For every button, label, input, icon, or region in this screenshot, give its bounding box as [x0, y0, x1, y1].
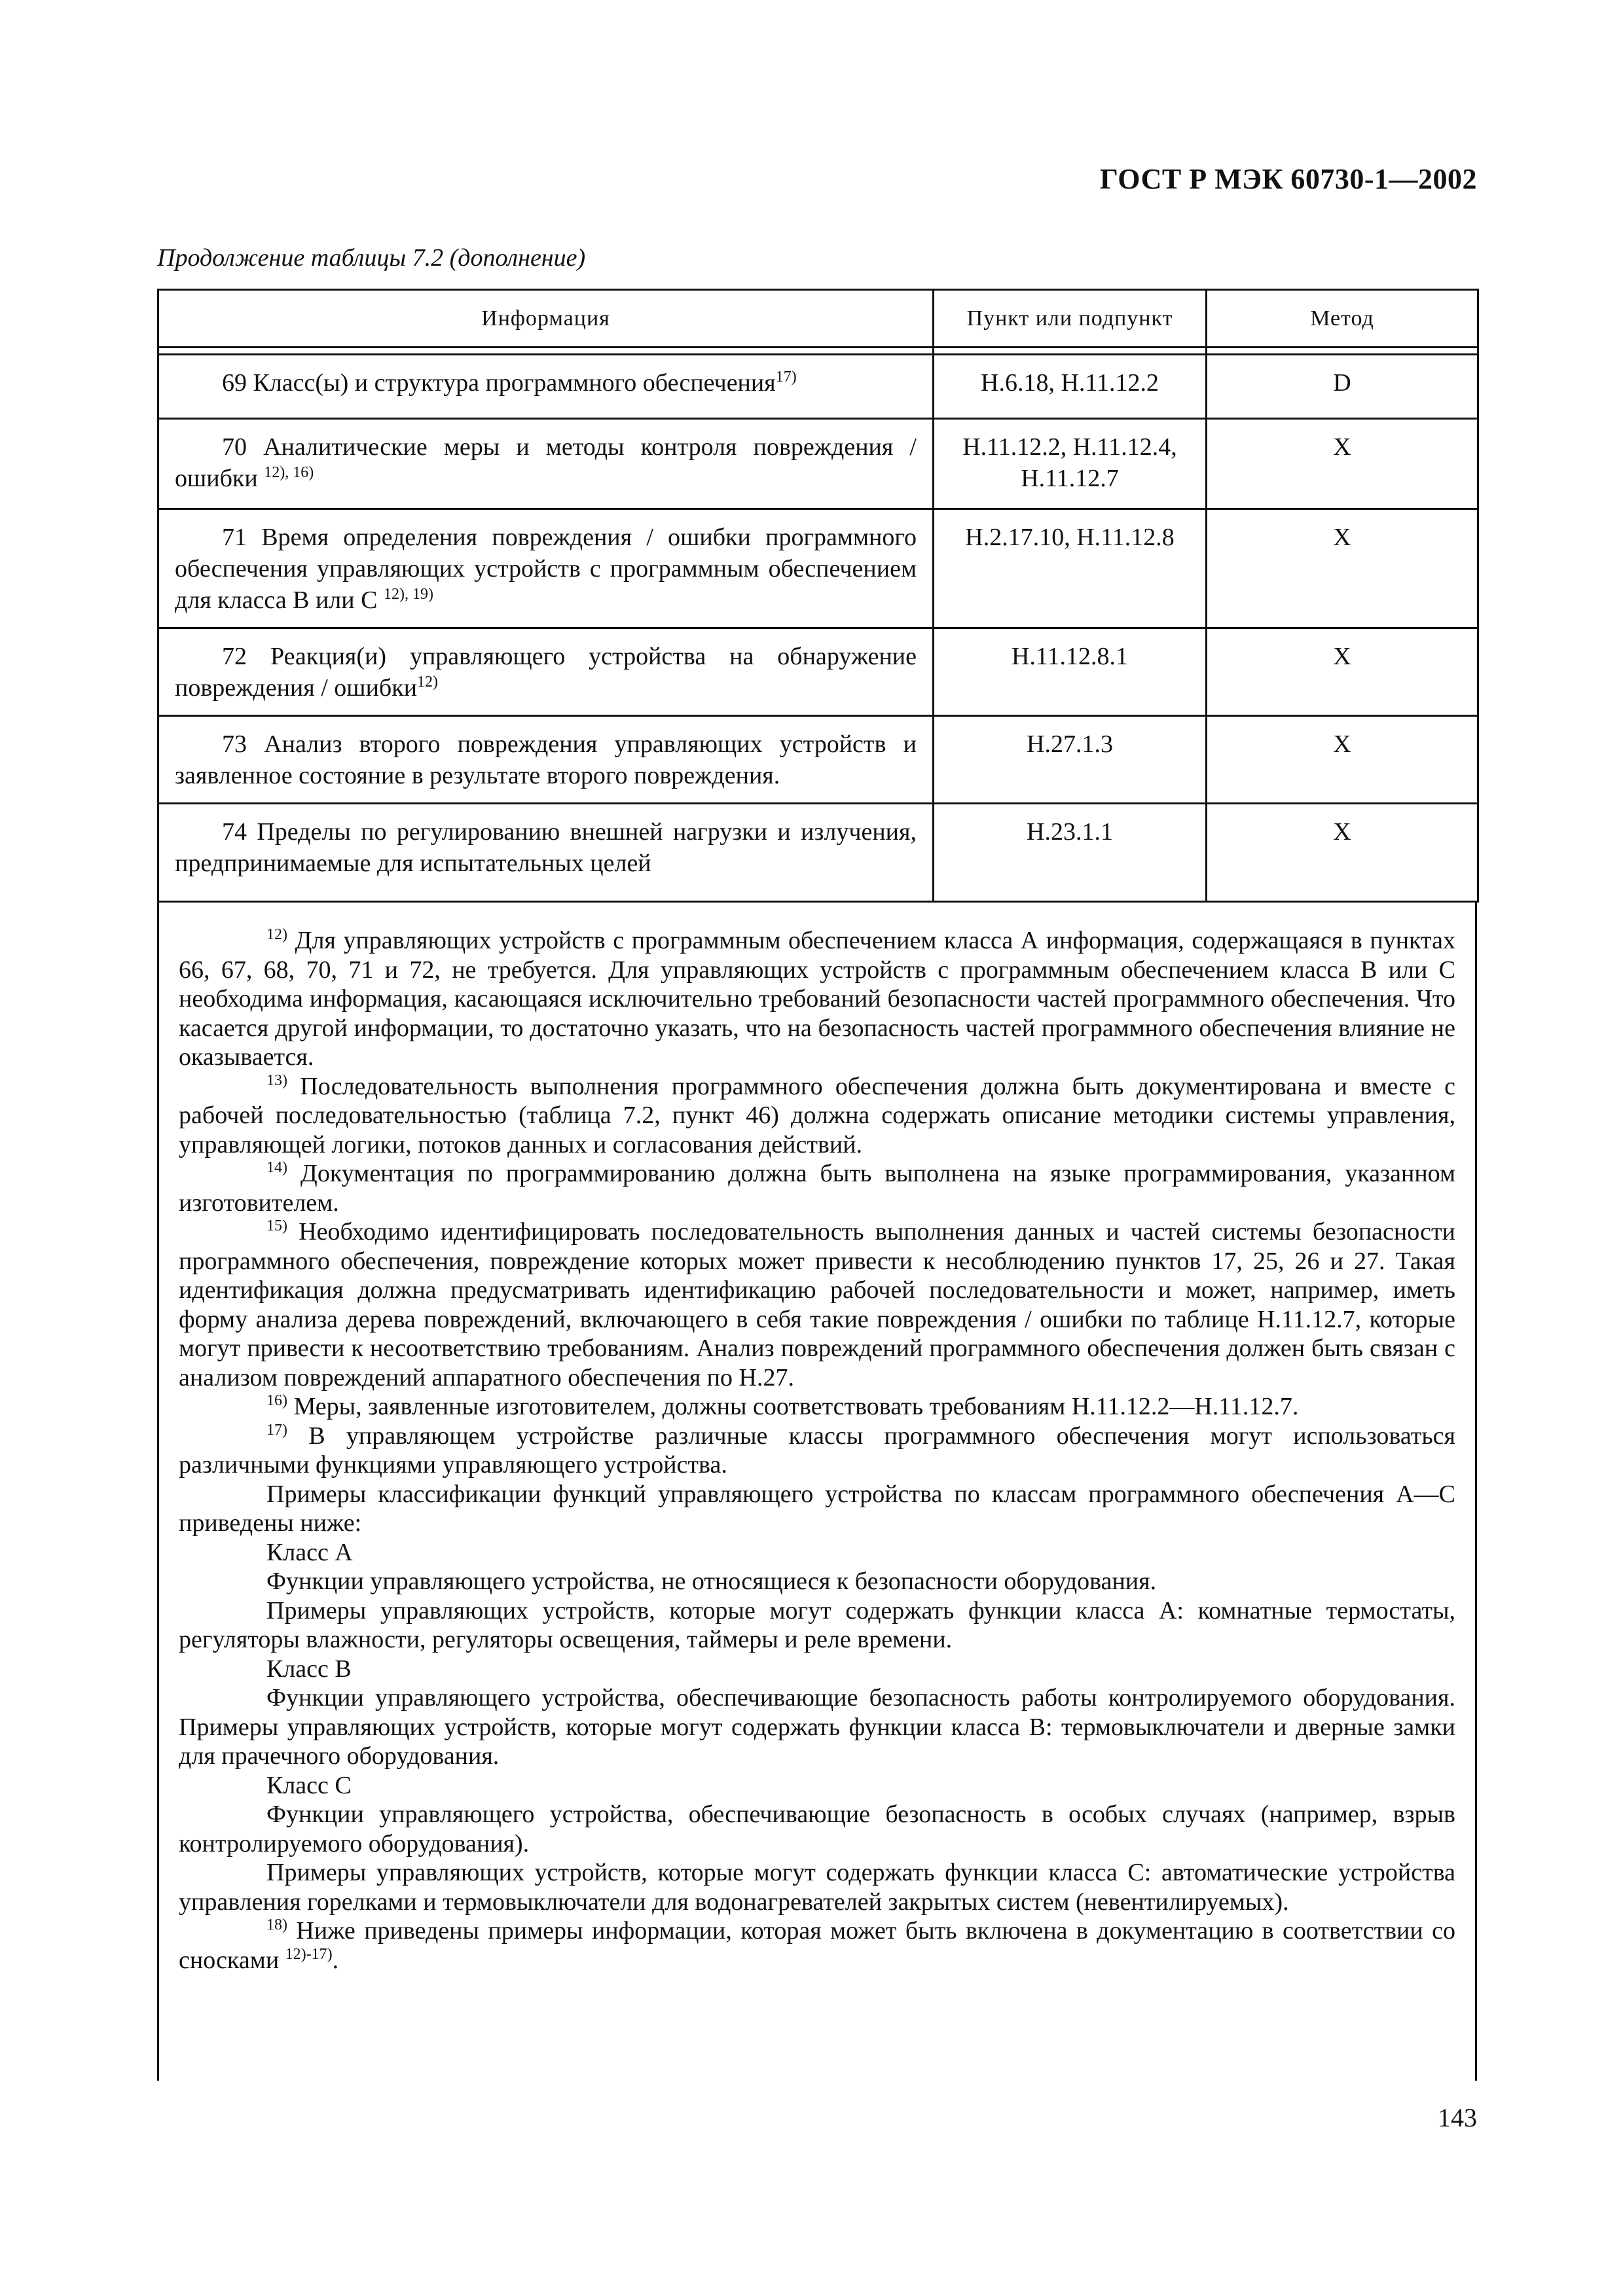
footnote-12: $^{12)}$ Для управляющих устройств с программным обеспечением класса А информация, содержащаяся в пунктах 66, 67, 68, 70, 71 и 72, не требуется. Для управляющих устройств с программным обеспечением класса В или С необходима информация, касающаяся исключительно требований безопасности частей программного обеспечения. Что касается другой информации, то достаточно указать, что на безопасность частей программного обеспечения влияние не оказывается.: [179, 926, 1455, 1071]
footnote-15: $^{15)}$ Необходимо идентифицировать последовательность выполнения данных и частей системы безопасности программного обеспечения, повреждение которых может привести к несоблюдению пунктов 17, 25, 26 и 27. Такая идентификация должна предусматривать идентификацию рабочей последовательности и может, например, иметь форму анализа дерева повреждений, включающего в себя такие повреждения / ошибки по таблице H.11.12.7, которые могут привести к несоответствию требованиям. Анализ повреждений программного обеспечения должен быть связан с анализом повреждений аппаратного обеспечения по H.27.: [179, 1217, 1455, 1391]
row-method: X: [1207, 804, 1478, 902]
footnote-ref: 12), 19): [383, 586, 433, 603]
row-method: X: [1207, 509, 1478, 628]
column-header-clause: Пункт или подпункт: [934, 290, 1207, 348]
footnote-mark: 14): [266, 1159, 287, 1176]
table-row: [158, 355, 1478, 419]
footnote-16: $^{16)}$ Меры, заявленные изготовителем, должны соответствовать требованиям H.11.12.2—H.11.12.7.: [266, 1392, 1299, 1420]
class-a-heading: Класс А: [266, 1538, 353, 1566]
row-info: 69 Класс(ы) и структура программного обеспечения$^{17)}$: [158, 355, 934, 419]
class-a-examples: Примеры управляющих устройств, которые могут содержать функции класса А: комнатные термостаты, регуляторы влажности, регуляторы освещения, таймеры и реле времени.: [179, 1596, 1455, 1653]
table-row: [158, 628, 1478, 716]
table-header-row: [158, 290, 1478, 348]
requirements-table: [157, 289, 1479, 903]
row-info: 71 Время определения повреждения / ошибки программного обеспечения управляющих устройств с программным обеспечением для класса В или С $^{12), 19)}$: [158, 509, 934, 628]
class-b-heading: Класс В: [266, 1655, 352, 1683]
footnote-mark: 12): [266, 926, 287, 943]
row-method: X: [1207, 419, 1478, 509]
row-info: 72 Реакция(и) управляющего устройства на обнаружение повреждения / ошибки$^{12)}$: [158, 628, 934, 716]
footnote-ref: 12): [417, 673, 439, 691]
row-clause: H.27.1.3: [934, 716, 1207, 804]
footnote-17: $^{17)}$ В управляющем устройстве различные классы программного обеспечения могут использоваться различными функциями управляющего устройства.: [179, 1421, 1455, 1479]
table-caption: Продолжение таблицы 7.2 (дополнение): [157, 244, 586, 272]
row-clause: H.6.18, H.11.12.2: [934, 355, 1207, 419]
footnote-13: $^{13)}$ Последовательность выполнения программного обеспечения должна быть документирована и вместе с рабочей последовательностью (таблица 7.2, пункт 46) должна содержать описание методики системы управления, управляющей логики, потоков данных и согласования действий.: [179, 1071, 1455, 1158]
column-header-info: Информация: [158, 290, 934, 348]
row-method: X: [1207, 628, 1478, 716]
class-a-definition: Функции управляющего устройства, не относящиеся к безопасности оборудования.: [266, 1568, 1157, 1595]
row-info: 70 Аналитические меры и методы контроля повреждения / ошибки $^{12), 16)}$: [158, 419, 934, 509]
footnote-mark: 16): [266, 1392, 287, 1409]
column-header-method: Метод: [1207, 290, 1478, 348]
row-clause: H.11.12.8.1: [934, 628, 1207, 716]
footnote-ref: 17): [775, 368, 797, 386]
examples-intro: Примеры классификации функций управляющего устройства по классам программного обеспечения А—С приведены ниже:: [179, 1480, 1455, 1537]
row-clause: H.2.17.10, H.11.12.8: [934, 509, 1207, 628]
footnote-ref: 12), 16): [264, 464, 314, 481]
class-c-examples: Примеры управляющих устройств, которые могут содержать функции класса С: автоматические устройства управления горелками и термовыключатели для водонагревателей закрытых систем (невентилируемых).: [179, 1859, 1455, 1916]
table-row: [158, 419, 1478, 509]
class-b-definition: Функции управляющего устройства, обеспечивающие безопасность работы контролируемого оборудования. Примеры управляющих устройств, которые могут содержать функции класса В: термовыключатели и дверные замки для прачечного оборудования.: [179, 1684, 1455, 1770]
standard-designation: ГОСТ Р МЭК 60730-1—2002: [1099, 163, 1477, 195]
footnote-14: $^{14)}$ Документация по программированию должна быть выполнена на языке программирования, указанном изготовителем.: [179, 1159, 1455, 1217]
class-c-definition: Функции управляющего устройства, обеспечивающие безопасность в особых случаях (например, взрыв контролируемого оборудования).: [179, 1801, 1455, 1857]
footnote-mark: 15): [266, 1217, 287, 1234]
table-spacer-row: [158, 348, 1478, 355]
footnote-mark: 18): [266, 1916, 287, 1933]
footnote-18: $^{18)}$ Ниже приведены примеры информации, которая может быть включена в документацию в соответствии со сносками $^{12)-17)}$.: [179, 1916, 1455, 1974]
footnotes-block: [157, 903, 1477, 2081]
table-row: [158, 804, 1478, 902]
table-row: [158, 716, 1478, 804]
row-method: D: [1207, 355, 1478, 419]
class-c-heading: Класс С: [266, 1771, 352, 1799]
row-info: 74 Пределы по регулированию внешней нагрузки и излучения, предпринимаемые для испытательных целей: [158, 804, 934, 902]
row-method: X: [1207, 716, 1478, 804]
footnote-mark: 17): [266, 1421, 287, 1439]
footnote-ref: 12)-17): [285, 1945, 333, 1963]
table-row: [158, 509, 1478, 628]
row-clause: H.23.1.1: [934, 804, 1207, 902]
page-number: 143: [1438, 2103, 1477, 2132]
row-clause: H.11.12.2, H.11.12.4, H.11.12.7: [934, 419, 1207, 509]
footnote-mark: 13): [266, 1071, 287, 1089]
row-info: 73 Анализ второго повреждения управляющих устройств и заявленное состояние в результате второго повреждения.: [158, 716, 934, 804]
